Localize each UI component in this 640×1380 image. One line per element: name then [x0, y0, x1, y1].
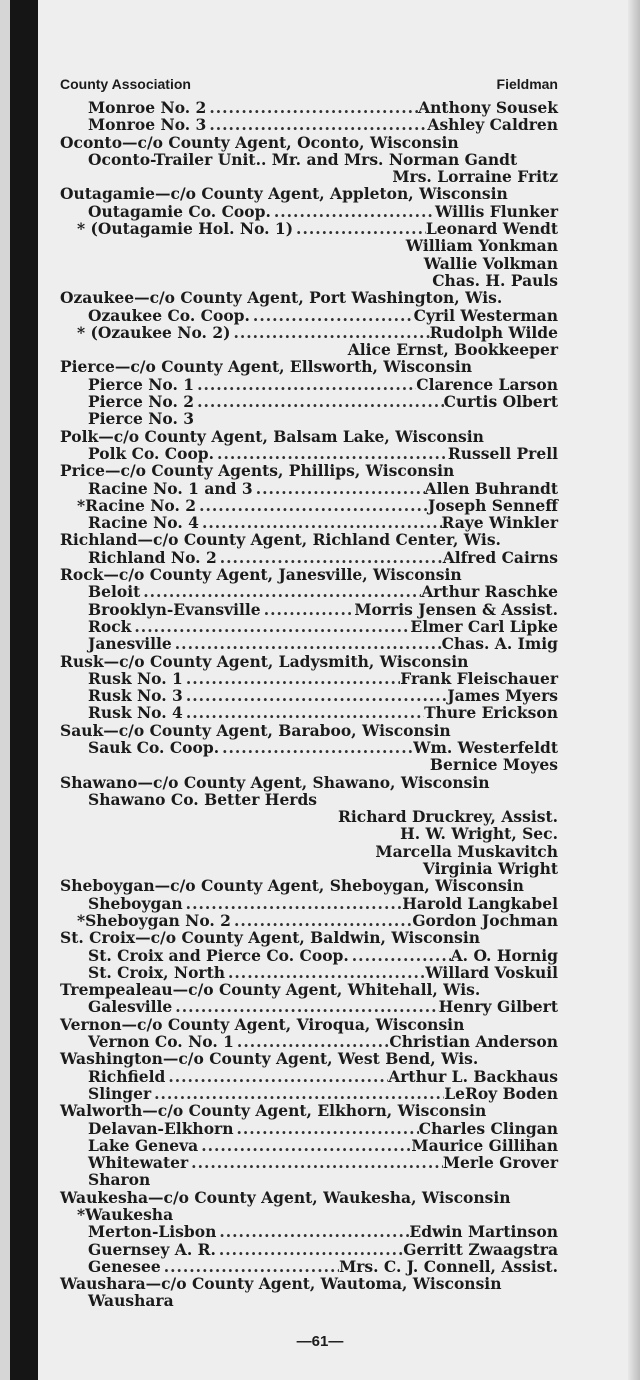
association-entry: [60, 687, 558, 704]
dot-leader: [196, 497, 428, 514]
association-name: *Sheboygan No. 2: [77, 910, 231, 930]
county-heading: Waushara—c/o County Agent, Wautoma, Wisconsin: [60, 1274, 502, 1294]
fieldman-name: Allen Buhrandt: [424, 478, 558, 498]
dot-leader: [140, 583, 421, 600]
dot-leader: [225, 964, 425, 981]
association-name: Racine No. 4: [88, 513, 199, 533]
county-heading: Outagamie—c/o County Agent, Appleton, Wisconsin: [60, 184, 508, 204]
fieldman-name: Anthony Sousek: [418, 98, 558, 117]
fieldman-name: Arthur Raschke: [421, 582, 558, 602]
dot-leader: [271, 203, 435, 220]
dot-leader: [188, 1154, 443, 1171]
fieldman-name: Elmer Carl Lipke: [410, 616, 558, 636]
association-name: Rusk No. 3: [88, 686, 183, 706]
fieldman-name: Maurice Gillihan: [411, 1135, 558, 1155]
association-name: Genesee: [88, 1256, 161, 1276]
dot-leader: [214, 445, 448, 462]
dot-leader: [250, 307, 414, 324]
association-entry: [60, 704, 558, 721]
county-heading: Richland—c/o County Agent, Richland Center, Wis.: [60, 530, 501, 550]
county-heading: Price—c/o County Agents, Phillips, Wisconsin: [60, 461, 455, 481]
association-entry: [60, 895, 558, 912]
association-entry: [60, 601, 558, 618]
dot-leader: [219, 739, 413, 756]
county-heading: Trempealeau—c/o County Agent, Whitehall, Wis.: [60, 980, 481, 1000]
dot-leader: [151, 1085, 444, 1102]
fieldman-name: Russell Prell: [447, 443, 558, 463]
dot-leader: [131, 618, 410, 635]
association-entry: [60, 912, 558, 929]
page-right-edge: [628, 0, 640, 1380]
fieldman-name: Joseph Senneff: [428, 495, 558, 515]
fieldman-name: Willard Voskuil: [425, 962, 558, 982]
fieldman-name: Curtis Olbert: [443, 392, 558, 412]
association-name: Rusk No. 1: [88, 668, 183, 688]
association-name: Galesville: [88, 997, 173, 1017]
association-entry: [60, 307, 558, 324]
fieldman-name: Gerritt Zwaagstra: [403, 1239, 558, 1259]
dot-leader: [349, 947, 451, 964]
fieldman-name: Leonard Wendt: [425, 219, 558, 239]
county-heading: Polk—c/o County Agent, Balsam Lake, Wisconsin: [60, 426, 484, 446]
association-name: Richland No. 2: [88, 547, 217, 567]
association-name: Oconto-Trailer Unit.. Mr. and Mrs. Norman Gandt: [88, 149, 518, 169]
association-name: *Racine No. 2: [77, 495, 197, 515]
association-name: Vernon Co. No. 1: [88, 1032, 234, 1052]
association-entry: [60, 99, 558, 116]
association-name: Pierce No. 1: [88, 374, 195, 394]
association-name: Janesville: [88, 634, 172, 654]
association-entry: [60, 998, 558, 1015]
association-name: Shawano Co. Better Herds: [88, 789, 318, 809]
page-edge: [0, 0, 10, 1380]
association-entry: [60, 1223, 558, 1240]
fieldman-name: Alfred Cairns: [442, 547, 558, 567]
book-spine-shadow: [10, 0, 38, 1380]
dot-leader: [161, 1258, 339, 1275]
dot-leader: [206, 99, 418, 116]
dot-leader: [230, 324, 429, 341]
association-entry: [60, 514, 558, 531]
fieldman-name: Chas. A. Imig: [441, 634, 558, 654]
dot-leader: [183, 704, 424, 721]
association-name: Brooklyn-Evansville: [88, 599, 261, 619]
dot-leader: [293, 220, 426, 237]
dot-leader: [194, 376, 416, 393]
fieldman-name: Merle Grover: [442, 1153, 558, 1173]
association-name: Rock: [88, 616, 132, 636]
association-name: Sharon: [88, 1170, 151, 1190]
association-entry: [60, 964, 558, 981]
dot-leader: [261, 601, 355, 618]
association-name: Waushara: [88, 1291, 174, 1311]
association-name: Sheboygan: [88, 893, 183, 913]
association-name: Sauk Co. Coop.: [88, 737, 220, 757]
additional-fieldman: H. W. Wright, Sec.: [400, 824, 558, 844]
page-number: —61—: [296, 1333, 344, 1350]
dot-leader: [216, 1241, 403, 1258]
association-entry: [60, 1171, 558, 1188]
association-name: Lake Geneva: [88, 1135, 199, 1155]
association-entry: [60, 1085, 558, 1102]
column-header: [60, 76, 558, 94]
dot-leader: [234, 1033, 389, 1050]
additional-fieldman: Richard Druckrey, Assist.: [338, 807, 558, 827]
additional-fieldman: Marcella Muskavitch: [375, 841, 558, 861]
association-entry: [60, 618, 558, 635]
association-entry: [60, 497, 558, 514]
dot-leader: [233, 1120, 418, 1137]
association-entry: [60, 791, 558, 808]
association-entry: [60, 1120, 558, 1137]
fieldman-name: LeRoy Boden: [444, 1083, 558, 1103]
fieldman-name: Ashley Caldren: [427, 115, 558, 135]
county-heading: Pierce—c/o County Agent, Ellsworth, Wisconsin: [60, 357, 472, 377]
association-entry: [60, 739, 558, 756]
association-name: Outagamie Co. Coop.: [88, 201, 271, 221]
association-entry: [60, 1154, 558, 1171]
association-name: * (Ozaukee No. 2): [77, 322, 231, 342]
county-heading: Sauk—c/o County Agent, Baraboo, Wisconsin: [60, 720, 451, 740]
fieldman-name: Christian Anderson: [389, 1032, 558, 1052]
association-entry: [60, 1068, 558, 1085]
association-entry: [60, 635, 558, 652]
county-heading: Washington—c/o County Agent, West Bend, Wis.: [60, 1049, 479, 1069]
fieldman-name: Harold Langkabel: [402, 893, 558, 913]
association-entry: [60, 151, 558, 168]
additional-fieldman: Alice Ernst, Bookkeeper: [347, 340, 558, 360]
county-heading: Rusk—c/o County Agent, Ladysmith, Wisconsin: [60, 651, 469, 671]
header-county-association: County Association: [60, 76, 191, 92]
dot-leader: [183, 670, 400, 687]
association-entry: [60, 376, 558, 393]
header-fieldman: Fieldman: [496, 76, 558, 92]
additional-fieldman: William Yonkman: [405, 236, 558, 256]
association-name: Polk Co. Coop.: [88, 443, 215, 463]
association-entry: [60, 116, 558, 133]
county-heading: Walworth—c/o County Agent, Elkhorn, Wisconsin: [60, 1101, 487, 1121]
additional-fieldman: Bernice Moyes: [429, 755, 558, 775]
fieldman-name: Frank Fleischauer: [400, 668, 558, 688]
association-entry: [60, 203, 558, 220]
association-entry: [60, 947, 558, 964]
county-heading: Shawano—c/o County Agent, Shawano, Wisconsin: [60, 772, 490, 792]
association-name: Monroe No. 2: [88, 98, 207, 117]
fieldman-name: Raye Winkler: [441, 513, 558, 533]
county-heading: Ozaukee—c/o County Agent, Port Washington, Wis.: [60, 288, 503, 308]
association-name: Slinger: [88, 1083, 152, 1103]
fieldman-name: Mrs. C. J. Connell, Assist.: [339, 1256, 558, 1276]
association-name: Ozaukee Co. Coop.: [88, 305, 250, 325]
dot-leader: [172, 998, 438, 1015]
association-entry: [60, 445, 558, 462]
association-entry: [60, 1206, 558, 1223]
fieldman-name: Willis Flunker: [434, 201, 558, 221]
association-entry: [60, 1258, 558, 1275]
association-entry: [60, 1241, 558, 1258]
fieldman-name: A. O. Hornig: [450, 945, 558, 965]
association-name: Richfield: [88, 1066, 166, 1086]
additional-fieldman: Wallie Volkman: [423, 253, 558, 273]
association-entry: [60, 670, 558, 687]
dot-leader: [172, 635, 442, 652]
fieldman-name: Cyril Westerman: [413, 305, 558, 325]
fieldman-name: Clarence Larson: [416, 374, 558, 394]
association-entry: [60, 549, 558, 566]
association-entry: [60, 1033, 558, 1050]
dot-leader: [165, 1068, 388, 1085]
fieldman-name: James Myers: [447, 686, 558, 706]
fieldman-name: Morris Jensen & Assist.: [354, 599, 558, 619]
association-entry: [60, 410, 558, 427]
association-entry: [60, 324, 558, 341]
dot-leader: [206, 116, 427, 133]
association-name: Pierce No. 3: [88, 409, 195, 429]
county-heading: Vernon—c/o County Agent, Viroqua, Wisconsin: [60, 1014, 465, 1034]
association-name: Racine No. 1 and 3: [88, 478, 253, 498]
association-entry: [60, 480, 558, 497]
association-name: * (Outagamie Hol. No. 1): [77, 219, 294, 239]
fieldman-name: Gordon Jochman: [412, 910, 558, 930]
additional-fieldman: Chas. H. Pauls: [432, 270, 558, 290]
association-name: St. Croix and Pierce Co. Coop.: [88, 945, 349, 965]
association-name: Monroe No. 3: [88, 115, 207, 135]
association-name: Guernsey A. R.: [88, 1239, 216, 1259]
association-name: Pierce No. 2: [88, 392, 195, 412]
association-name: Whitewater: [88, 1153, 189, 1173]
county-heading: Rock—c/o County Agent, Janesville, Wisconsin: [60, 565, 462, 585]
association-entry: [60, 1292, 558, 1309]
association-name: *Waukesha: [77, 1205, 174, 1224]
association-entry: [60, 393, 558, 410]
county-heading: St. Croix—c/o County Agent, Baldwin, Wisconsin: [60, 928, 481, 948]
association-name: Merton-Lisbon: [88, 1222, 217, 1242]
dot-leader: [198, 1137, 411, 1154]
dot-leader: [231, 912, 412, 929]
additional-fieldman: Virginia Wright: [422, 859, 558, 879]
association-entry: [60, 1137, 558, 1154]
dot-leader: [194, 393, 444, 410]
dot-leader: [183, 895, 403, 912]
association-entry: [60, 583, 558, 600]
fieldman-name: Wm. Westerfeldt: [413, 737, 558, 757]
county-heading: Sheboygan—c/o County Agent, Sheboygan, Wisconsin: [60, 876, 524, 896]
directory-list: [60, 99, 558, 1310]
fieldman-name: Henry Gilbert: [438, 997, 558, 1017]
fieldman-name: Arthur L. Backhaus: [388, 1066, 558, 1086]
association-name: Rusk No. 4: [88, 703, 183, 723]
dot-leader: [253, 480, 425, 497]
association-name: Delavan-Elkhorn: [88, 1118, 234, 1138]
additional-fieldman: Mrs. Lorraine Fritz: [392, 167, 558, 187]
fieldman-name: Rudolph Wilde: [429, 322, 558, 342]
dot-leader: [199, 514, 442, 531]
fieldman-name: Thure Erickson: [424, 703, 558, 723]
association-name: Beloit: [88, 582, 141, 602]
dot-leader: [183, 687, 447, 704]
association-entry: [60, 220, 558, 237]
fieldman-name: Charles Clingan: [418, 1118, 558, 1138]
fieldman-name: Edwin Martinson: [409, 1222, 558, 1242]
county-heading: Oconto—c/o County Agent, Oconto, Wisconsin: [60, 132, 459, 152]
dot-leader: [216, 1223, 409, 1240]
association-name: St. Croix, North: [88, 962, 226, 982]
county-heading: Waukesha—c/o County Agent, Waukesha, Wisconsin: [60, 1187, 511, 1207]
dot-leader: [217, 549, 443, 566]
